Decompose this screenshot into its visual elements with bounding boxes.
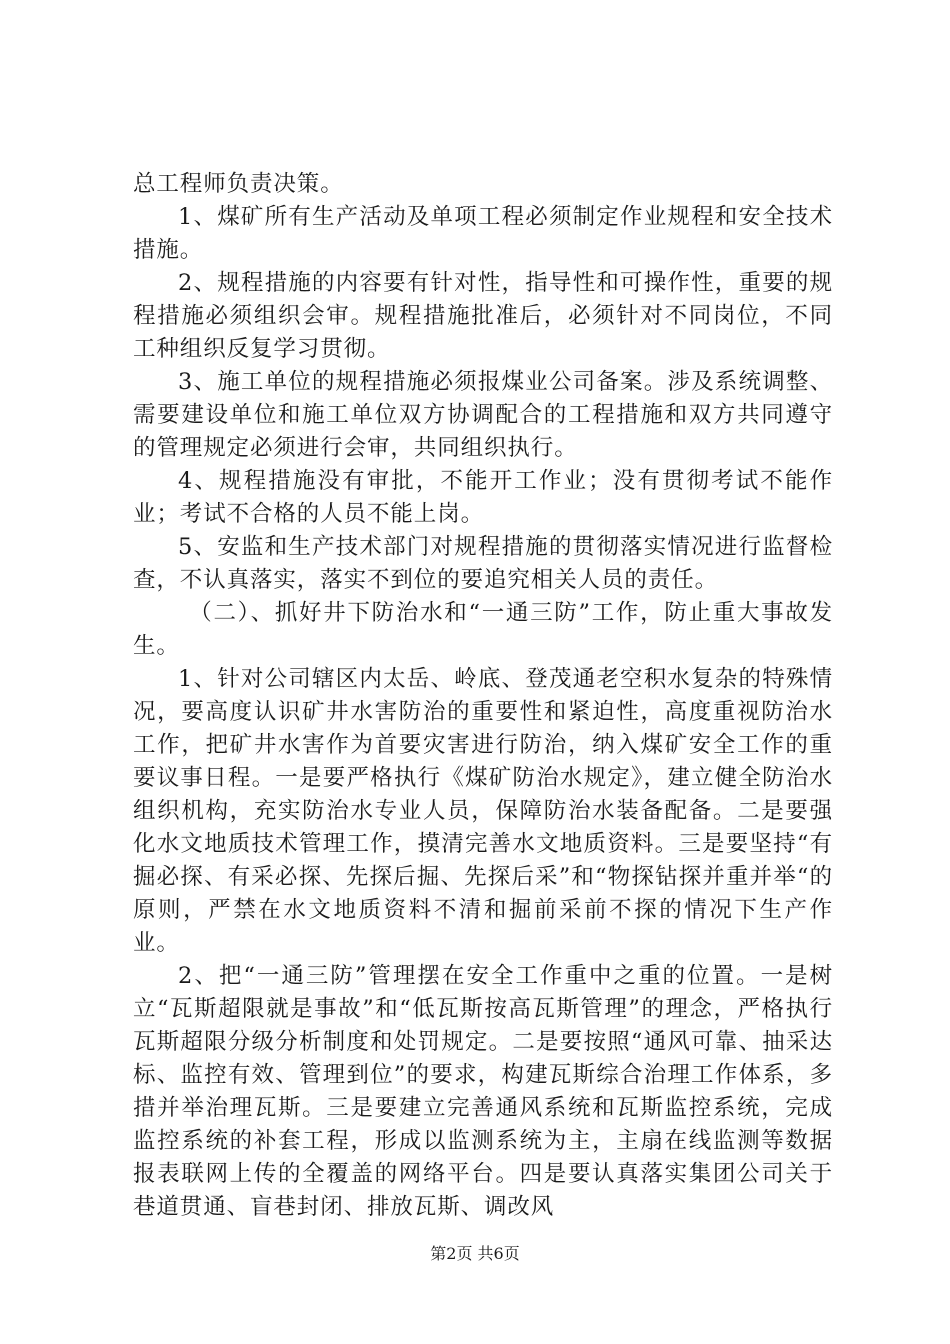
paragraph-item-3: 3、施工单位的规程措施必须报煤业公司备案。涉及系统调整、需要建设单位和施工单位双方协调配合的工程措施和双方共同遵守的管理规定必须进行会审，共同组织执行。 [133, 369, 833, 461]
paragraph-water-control: 1、针对公司辖区内太岳、岭底、登茂通老空积水复杂的特殊情况，要高度认识矿井水害防治的重要性和紧迫性，高度重视防治水工作，把矿井水害作为首要灾害进行防治，纳入煤矿安全工作的重要议事日程。一是要严格执行《煤矿防治水规定》，建立健全防治水组织机构，充实防治水专业人员，保障防治水装备配备。二是要强化水文地质技术管理工作，摸清完善水文地质资料。三是要坚持“有掘必探、有采必探、先探后掘、先探后采”和“物探钻探并重并举“的原则，严禁在水文地质资料不清和掘前采前不探的情况下生产作业。 [133, 666, 833, 956]
paragraph-item-4: 4、规程措施没有审批，不能开工作业；没有贯彻考试不能作业；考试不合格的人员不能上岗。 [133, 468, 833, 527]
paragraph-item-2: 2、规程措施的内容要有针对性，指导性和可操作性，重要的规程措施必须组织会审。规程措施批准后，必须针对不同岗位，不同工种组织反复学习贯彻。 [133, 270, 833, 362]
paragraph-ventilation: 2、把“一通三防”管理摆在安全工作重中之重的位置。一是树立“瓦斯超限就是事故”和“低瓦斯按高瓦斯管理”的理念，严格执行瓦斯超限分级分析制度和处罚规定。二是要按照“通风可靠、抽采达标、监控有效、管理到位”的要求，构建瓦斯综合治理工作体系，多措并举治理瓦斯。三是要建立完善通风系统和瓦斯监控系统，完成监控系统的补套工程，形成以监测系统为主，主扇在线监测等数据报表联网上传的全覆盖的网络平台。四是要认真落实集团公司关于巷道贯通、盲巷封闭、排放瓦斯、调改风 [133, 963, 833, 1220]
section-heading-2: （二）、抓好井下防治水和“一通三防”工作，防止重大事故发生。 [133, 600, 833, 659]
paragraph-item-1: 1、煤矿所有生产活动及单项工程必须制定作业规程和安全技术措施。 [133, 204, 833, 263]
page-footer [0, 1243, 950, 1265]
document-body [133, 168, 833, 1224]
page-number-label: 第2页 共6页 [430, 1244, 520, 1263]
paragraph-item-5: 5、安监和生产技术部门对规程措施的贯彻落实情况进行监督检查，不认真落实，落实不到位的要追究相关人员的责任。 [133, 534, 833, 593]
paragraph-continuation: 总工程师负责决策。 [133, 171, 344, 197]
